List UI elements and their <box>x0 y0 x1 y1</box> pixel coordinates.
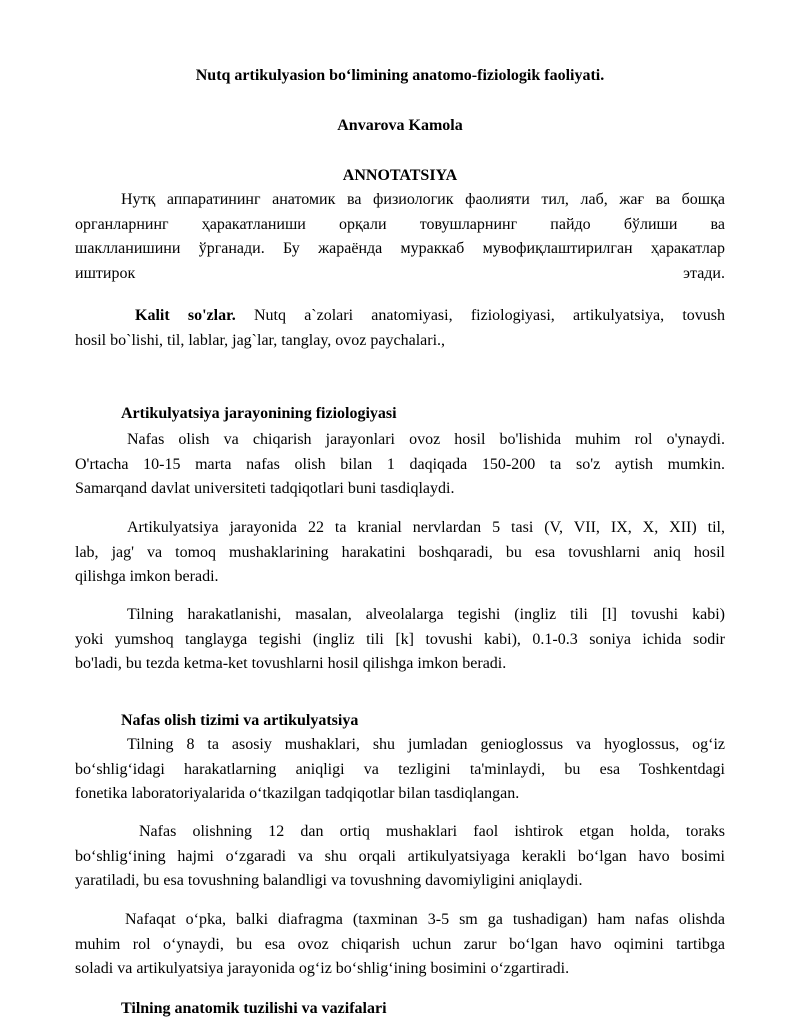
paragraph-line: muhim rol o‘ynaydi, bu esa ovoz chiqarish uchun zarur bo‘lgan havo oqimini tartibga <box>75 935 725 953</box>
paragraph-line: soladi va artikulyatsiya jarayonida og‘iz bo‘shlig‘ining bosimini o‘zgartiradi. <box>75 960 570 977</box>
paragraph-line: Nafas olishning 12 dan ortiq mushaklari faol ishtirok etgan holda, toraks <box>139 823 725 840</box>
paragraph-line: lab, jag' va tomoq mushaklarining harakatini boshqaradi, bu esa tovushlarni aniq hosil <box>75 543 725 561</box>
paragraph-line: qilishga imkon beradi. <box>75 568 219 585</box>
document-title: Nutq artikulyasion bo‘limining anatomo-fiziologik faoliyati. <box>195 67 605 84</box>
section-heading-tongue-anatomy: Tilning anatomik tuzilishi va vazifalari <box>121 1000 387 1017</box>
paragraph-line: Tilning 8 ta asosiy mushaklari, shu jumladan genioglossus va hyoglossus, og‘iz <box>127 736 725 753</box>
section1-paragraph <box>75 516 725 590</box>
section-heading-physiology: Artikulyatsiya jarayonining fiziologiyasi <box>121 405 397 422</box>
section1-paragraph <box>75 428 725 502</box>
paragraph-line: bo'ladi, bu tezda ketma-ket tovushlarni hosil qilishga imkon beradi. <box>75 655 507 672</box>
section2-paragraph <box>75 908 725 982</box>
paragraph-line: bo‘shlig‘idagi harakatlarning aniqligi va tezligini ta'minlaydi, bu esa Toshkentdagi <box>75 760 725 778</box>
annotation-paragraph <box>75 188 725 286</box>
annotation-heading: ANNOTATSIYA <box>342 167 458 184</box>
paragraph-line: fonetika laboratoriyalarida o‘tkazilgan tadqiqotlar bilan tasdiqlangan. <box>75 785 520 802</box>
paragraph-line: Artikulyatsiya jarayonida 22 ta kranial nervlardan 5 tasi (V, VII, IX, X, XII) til, <box>127 519 725 536</box>
keywords-text: Nutq a`zolari anatomiyasi, fiziologiyasi, artikulyatsiya, tovush <box>253 307 726 324</box>
paragraph-line: Tilning harakatlanishi, masalan, alveolalarga tegishi (ingliz tili [l] tovushi kabi) <box>127 606 725 623</box>
paragraph-line: Samarqand davlat universiteti tadqiqotlari buni tasdiqlaydi. <box>75 480 455 497</box>
annotation-line: органларнинг ҳаракатланиши орқали товушларнинг пайдо бўлиши ва <box>75 215 725 233</box>
paragraph-line: yaratiladi, bu esa tovushning balandligi va tovushning davomiyligini aniqlaydi. <box>75 872 583 889</box>
keywords-line <box>75 304 725 329</box>
paragraph-line: Nafas olish va chiqarish jarayonlari ovoz hosil bo'lishida muhim rol o'ynaydi. <box>127 431 725 448</box>
paragraph-line: bo‘shlig‘ining hajmi o‘zgaradi va shu orqali artikulyatsiyaga kerakli bo‘lgan havo bosimi <box>75 847 725 865</box>
annotation-line: иштирок этади. <box>75 264 725 282</box>
section1-paragraph <box>75 603 725 677</box>
author-name: Anvarova Kamola <box>337 117 463 134</box>
keywords-label: Kalit so'zlar. <box>135 307 236 324</box>
section-heading-breathing: Nafas olish tizimi va artikulyatsiya <box>121 712 359 729</box>
paragraph-line: Nafaqat o‘pka, balki diafragma (taxminan 3-5 sm ga tushadigan) ham nafas olishda <box>125 911 725 928</box>
section2-paragraph <box>75 733 725 807</box>
keywords-paragraph <box>75 304 725 353</box>
annotation-line: шаклланишини ўрганади. Бу жараёнда мураккаб мувофиқлаштирилган ҳаракатлар <box>75 240 725 257</box>
annotation-line: Нутқ аппаратининг анатомик ва физиологик фаолияти тил, лаб, жағ ва бошқа <box>121 191 725 208</box>
section2-paragraph <box>75 820 725 894</box>
keywords-line: hosil bo`lishi, til, lablar, jag`lar, tanglay, ovoz paychalari., <box>75 331 446 349</box>
paragraph-line: yoki yumshoq tanglayga tegishi (ingliz tili [k] tovushi kabi), 0.1-0.3 soniya ichida sodir <box>75 630 725 648</box>
paragraph-line: O'rtacha 10-15 marta nafas olish bilan 1 daqiqada 150-200 ta so'z aytish mumkin. <box>75 455 725 473</box>
